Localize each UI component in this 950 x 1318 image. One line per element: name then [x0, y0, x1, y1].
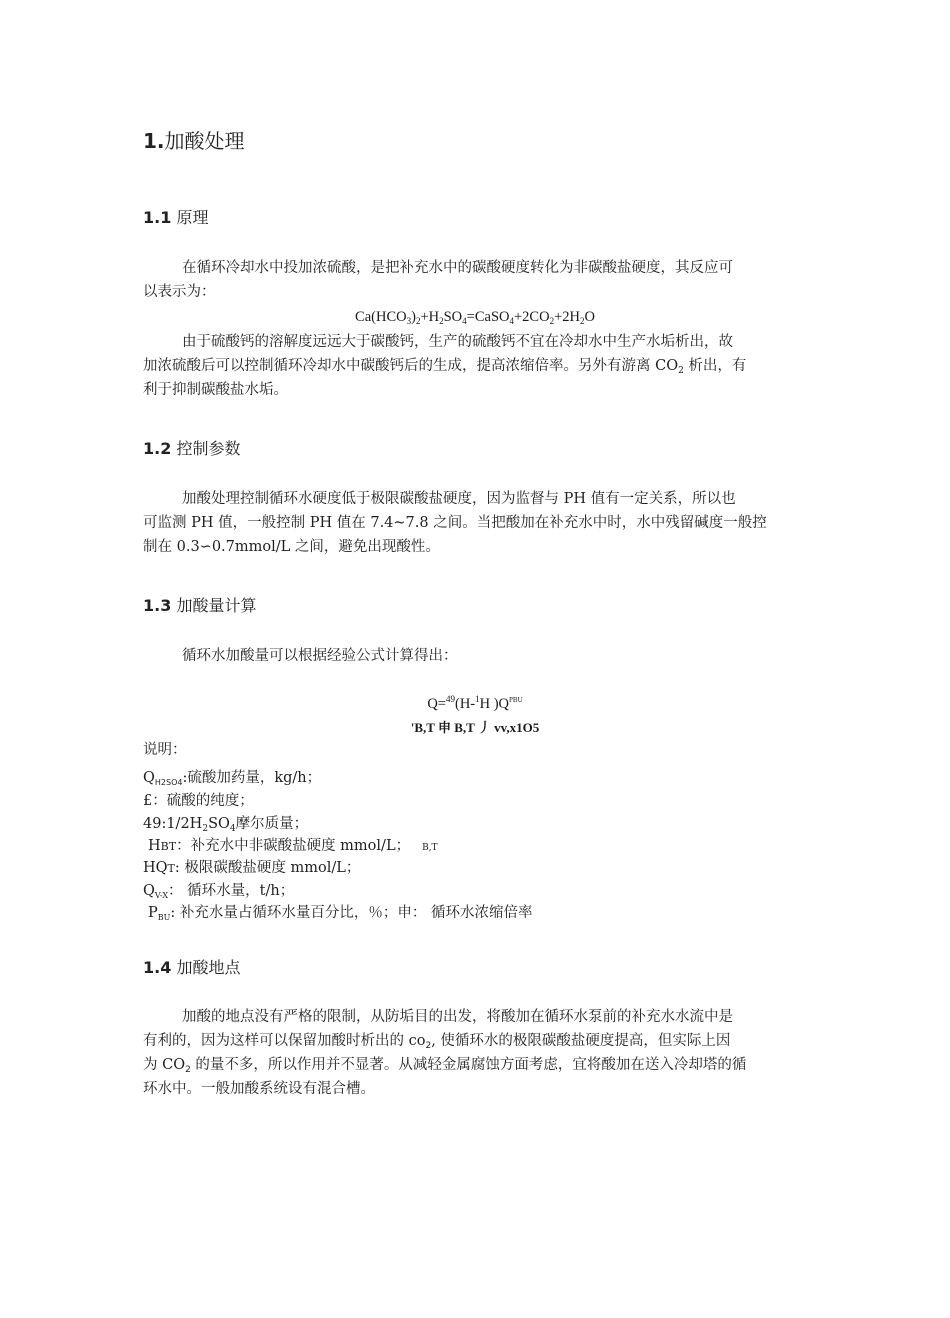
- explanation-label: 说明：: [143, 742, 187, 758]
- paragraph-line: 以表示为：: [143, 284, 216, 300]
- def-sub: 4: [229, 824, 236, 834]
- definition-line: [143, 812, 308, 836]
- formula-sup: 49: [445, 694, 455, 704]
- title-text: 加酸处理: [164, 129, 245, 153]
- definition-line: [148, 901, 533, 925]
- paragraph-line: 加酸处理控制循环水硬度低于极限碳酸盐硬度，因为监督与 PH 值有一定关系，所以也: [182, 491, 736, 507]
- def-text: :硫酸加药量，kg/h；: [182, 770, 322, 786]
- formula-line-2: 'B,T 申 B,T 丿 vv,x1O5: [410, 720, 540, 735]
- section-heading-location: [143, 955, 240, 978]
- def-symbol: HQ: [143, 860, 168, 876]
- definition-line: [143, 879, 294, 903]
- paragraph-line: 利于抑制碳酸盐水垢。: [143, 382, 288, 398]
- formula-part: Q=: [427, 696, 446, 712]
- definition-line: [143, 766, 321, 790]
- text-run: 加浓硫酸后可以控制循环冷却水中碳酸钙后的生成，提高浓缩倍率。另外有游离 CO: [143, 358, 679, 374]
- paragraph-line: 环水中。一般加酸系统设有混合槽。: [143, 1081, 375, 1097]
- text-sub: 2: [185, 1065, 191, 1075]
- def-text: : 极限碳酸盐硬度 mmol/L；: [174, 860, 361, 876]
- formula-part: H )Q: [479, 696, 510, 712]
- def-symbol: H: [148, 838, 161, 854]
- def-text: 摩尔质量；: [235, 816, 309, 832]
- section-number: 1.2: [143, 439, 172, 458]
- paragraph-line: 加酸的地点没有严格的限制，从防垢目的出发，将酸加在循环水泵前的补充水水流中是: [182, 1009, 733, 1025]
- text-run: 有利的，因为这样可以保留加酸时析出的 co: [143, 1033, 426, 1049]
- eq-part: +2CO: [513, 309, 550, 325]
- text-run: , 使循环水的极限碳酸盐硬度提高，但实际上因: [431, 1033, 731, 1049]
- def-sub: BU: [157, 913, 171, 922]
- document-title: [143, 125, 245, 154]
- paragraph-line: 可监测 PH 值，一般控制 PH 值在 7.4~7.8 之间。当把酸加在补充水中时，水中残留碱度一般控: [143, 515, 767, 531]
- eq-sub: 2: [579, 316, 585, 326]
- section-number: 1.4: [143, 958, 172, 977]
- paragraph-line: [143, 354, 746, 378]
- def-sub: T: [167, 862, 175, 875]
- eq-sub: 4: [462, 316, 467, 326]
- paragraph-line: [143, 1029, 730, 1053]
- def-symbol: Q: [143, 770, 155, 786]
- eq-part: SO: [443, 309, 463, 325]
- eq-part: ): [411, 309, 416, 325]
- formula-part: (H-: [454, 696, 476, 712]
- section-heading-calculation: [143, 593, 256, 616]
- def-sub: V-X: [154, 891, 169, 900]
- section-title: 加酸地点: [176, 958, 241, 977]
- def-text: 49:1/2H: [143, 816, 203, 832]
- text-run: 为 CO: [143, 1057, 186, 1073]
- formula-sup: 1: [475, 694, 480, 704]
- section-title: 控制参数: [176, 439, 241, 458]
- paragraph-line: 循环水加酸量可以根据经验公式计算得出：: [182, 648, 458, 664]
- definition-line: [143, 856, 360, 881]
- formula-line-1: [0, 696, 950, 713]
- paragraph-line: [143, 1053, 746, 1077]
- eq-part: =CaSO: [466, 309, 510, 325]
- def-sub: BT: [160, 840, 177, 853]
- eq-sub: 2: [439, 316, 444, 326]
- def-sub: H2SO4: [154, 778, 183, 787]
- section-title: 原理: [176, 208, 209, 227]
- eq-part: +H: [420, 309, 440, 325]
- definition-line: £：硫酸的纯度；: [143, 793, 254, 809]
- def-text: SO: [208, 816, 230, 832]
- section-title: 加酸量计算: [176, 596, 257, 615]
- eq-part: +2H: [554, 309, 580, 325]
- text-run: 析出，有: [683, 358, 747, 374]
- section-number: 1.3: [143, 596, 172, 615]
- def-text: ： 循环水量，t/h；: [168, 883, 295, 899]
- eq-part: O: [584, 309, 595, 325]
- text-sub: 2: [425, 1041, 432, 1051]
- paragraph-line: 制在 0.3∽0.7mmol/L 之间，避免出现酸性。: [143, 539, 440, 555]
- paragraph-line: 在循环冷却水中投加浓硫酸，是把补充水中的碳酸硬度转化为非碳酸盐硬度，其反应可: [182, 260, 733, 276]
- eq-sub: 2: [549, 316, 555, 326]
- text-run: 的量不多，所以作用并不显著。从减轻金属腐蚀方面考虑，宜将酸加在送入冷却塔的循: [190, 1057, 747, 1073]
- section-heading-principle: [143, 205, 208, 228]
- reaction-equation: [0, 309, 950, 326]
- def-note: B,T: [422, 843, 438, 853]
- eq-sub: 3: [406, 316, 412, 326]
- eq-sub: 2: [415, 316, 421, 326]
- eq-sub: 4: [509, 316, 514, 326]
- text-sub: 2: [678, 366, 684, 376]
- section-number: 1.1: [143, 208, 172, 227]
- def-symbol: P: [148, 905, 158, 921]
- def-text: : 补充水量占循环水量百分比，％；申： 循环水浓缩倍率: [170, 905, 533, 921]
- def-text: ：补充水中非碳酸盐硬度 mmol/L；: [176, 838, 411, 854]
- title-number: 1.: [143, 129, 165, 153]
- eq-part: Ca(HCO: [355, 309, 407, 325]
- paragraph-line: 由于硫酸钙的溶解度远远大于碳酸钙，生产的硫酸钙不宜在冷却水中生产水垢析出，故: [182, 334, 733, 350]
- formula-sup: PBU: [509, 696, 523, 704]
- def-sub: 2: [202, 824, 209, 834]
- def-symbol: Q: [143, 883, 155, 899]
- section-heading-control-params: [143, 436, 240, 459]
